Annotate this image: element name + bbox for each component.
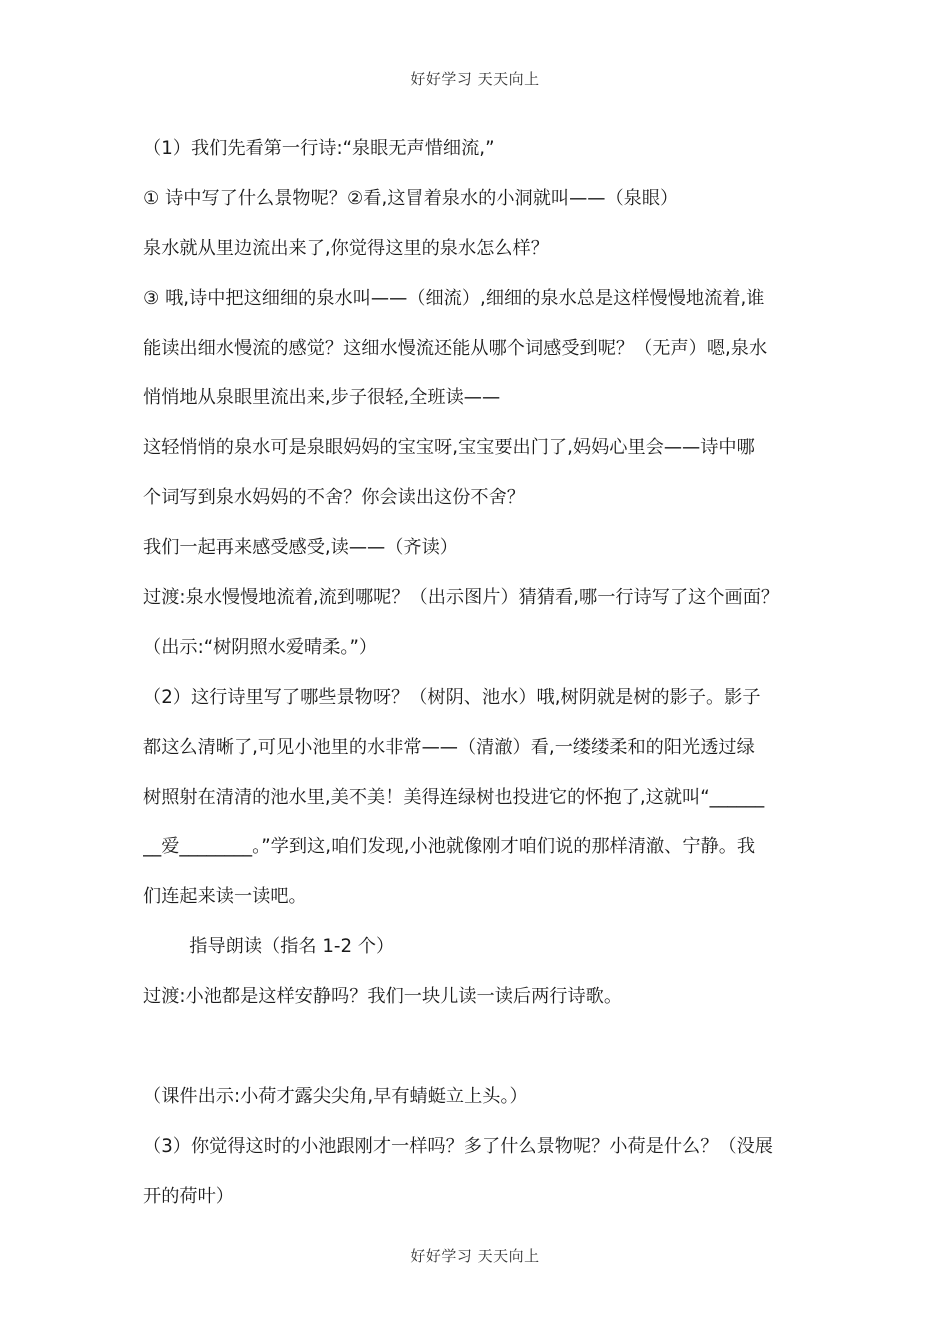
page-header: 好好学习 天天向上 xyxy=(410,70,540,88)
text-line: （3）你觉得这时的小池跟刚才一样吗？多了什么景物呢？小荷是什么？（没展 xyxy=(143,1135,773,1157)
text-line: 悄悄地从泉眼里流出来,步子很轻,全班读—— xyxy=(143,387,501,409)
text-line: （1）我们先看第一行诗:“泉眼无声惜细流,” xyxy=(143,138,495,159)
text-line: 都这么清晰了,可见小池里的水非常——（清澈）看,一缕缕柔和的阳光透过绿 xyxy=(143,736,755,758)
text-line: 个词写到泉水妈妈的不舍？你会读出这份不舍？ xyxy=(143,487,525,509)
page-footer: 好好学习 天天向上 xyxy=(410,1247,540,1265)
text-line: 树照射在清清的池水里,美不美！美得连绿树也投进它的怀抱了,这就叫“______ xyxy=(143,786,765,808)
text-line: （2）这行诗里写了哪些景物呀？（树阴、池水）哦,树阴就是树的影子。影子 xyxy=(143,686,761,708)
text-line: 开的荷叶） xyxy=(143,1185,234,1207)
blank-line xyxy=(143,1029,811,1079)
text-line: __爱________。”学到这,咱们发现,小池就像刚才咱们说的那样清澈、宁静。我 xyxy=(143,836,756,858)
text-line: 泉水就从里边流出来了,你觉得这里的泉水怎么样？ xyxy=(143,237,549,259)
text-line: 们连起来读一读吧。 xyxy=(143,886,307,908)
text-line: ① 诗中写了什么景物呢？②看,这冒着泉水的小洞就叫——（泉眼） xyxy=(143,187,679,209)
document-body xyxy=(143,131,811,1229)
text-line: （课件出示:小荷才露尖尖角,早有蜻蜓立上头。） xyxy=(143,1085,528,1107)
text-line: 能读出细水慢流的感觉？这细水慢流还能从哪个词感受到呢？（无声）嗯,泉水 xyxy=(143,337,768,359)
text-line: ③ 哦,诗中把这细细的泉水叫——（细流）,细细的泉水总是这样慢慢地流着,谁 xyxy=(143,287,765,309)
text-line: （出示:“树阴照水爱晴柔。”） xyxy=(143,636,378,658)
text-line: 过渡:泉水慢慢地流着,流到哪呢？（出示图片）猜猜看,哪一行诗写了这个画面？ xyxy=(143,587,780,609)
text-line: 过渡:小池都是这样安静吗？我们一块儿读一读后两行诗歌。 xyxy=(143,986,623,1008)
text-line: 我们一起再来感受感受,读——（齐读） xyxy=(143,537,458,559)
text-line: 这轻悄悄的泉水可是泉眼妈妈的宝宝呀,宝宝要出门了,妈妈心里会——诗中哪 xyxy=(143,437,755,459)
text-line: 指导朗读（指名 1-2 个） xyxy=(143,936,395,958)
